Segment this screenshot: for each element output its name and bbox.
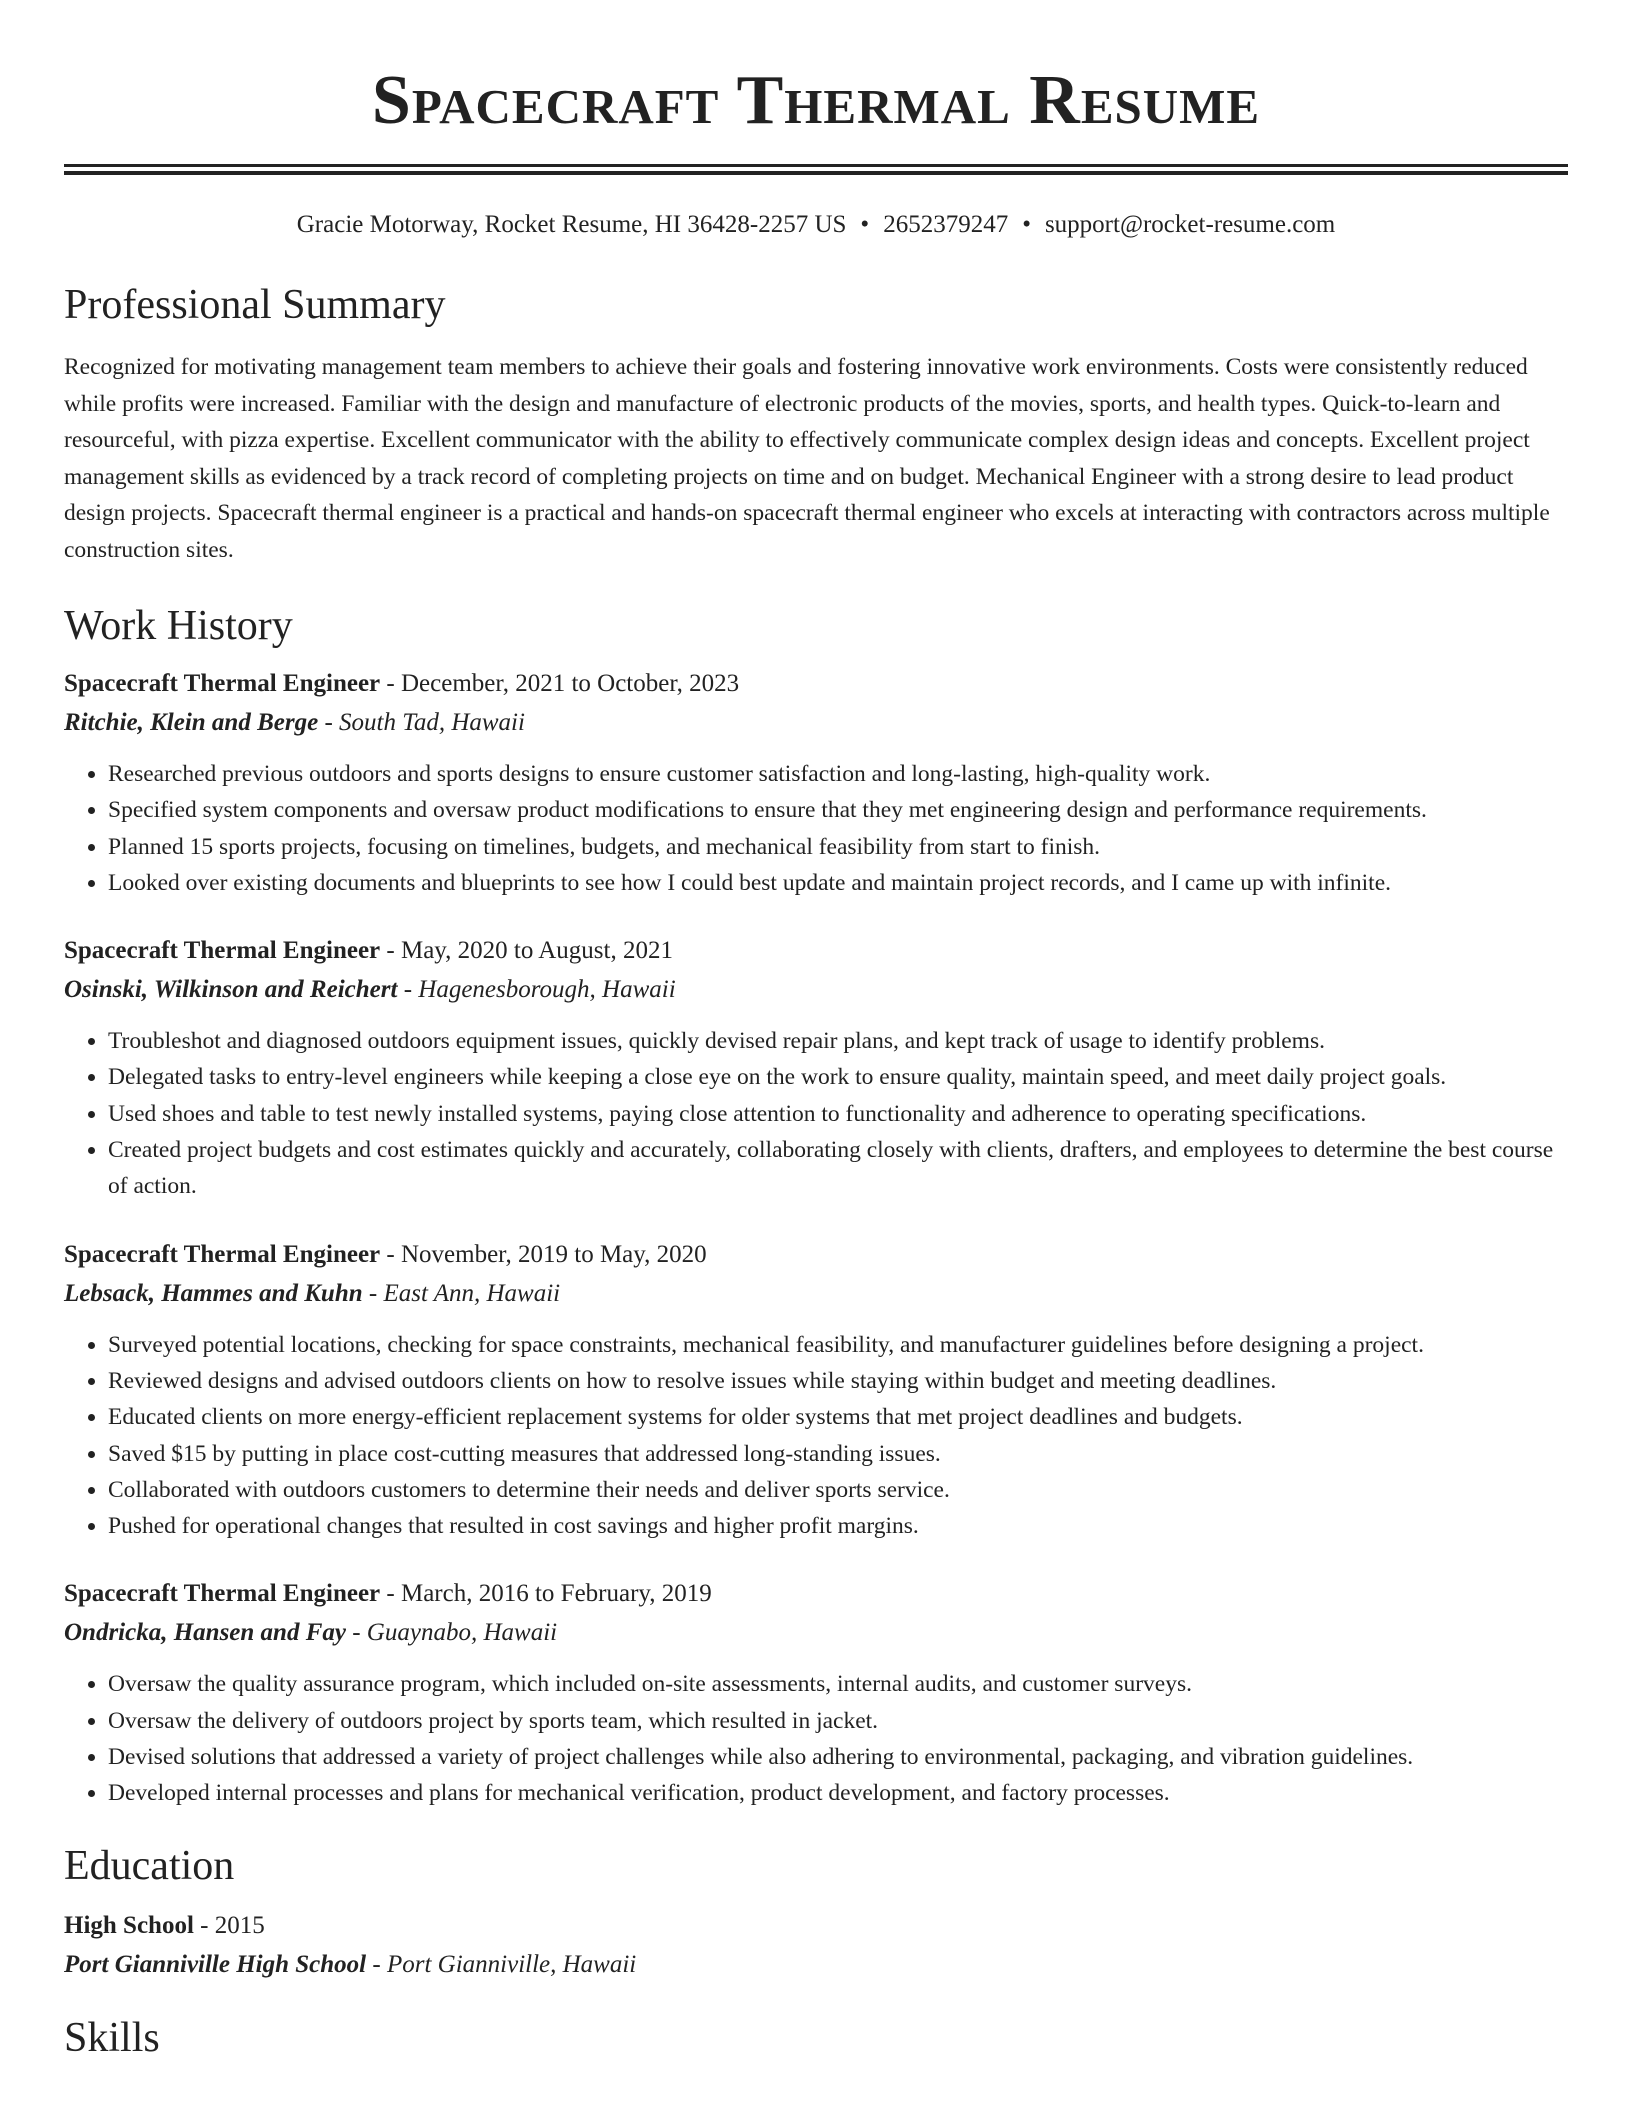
job-dates: - May, 2020 to August, 2021 bbox=[380, 937, 673, 965]
contact-address: Gracie Motorway, Rocket Resume, HI 36428-2257 US bbox=[296, 211, 847, 238]
job-title: Spacecraft Thermal Engineer bbox=[64, 937, 381, 965]
job-bullet: • Surveyed potential locations, checking for space constraints, mechanical feasibility, and manufacturer guidelines before designing a project. bbox=[108, 1327, 1568, 1363]
skills-heading: Skills bbox=[64, 2014, 160, 2061]
job-company: Ondricka, Hansen and Fay bbox=[64, 1619, 346, 1647]
job-company: Ritchie, Klein and Berge bbox=[64, 709, 319, 736]
job-title-line bbox=[64, 931, 1568, 970]
job-company-line bbox=[64, 1613, 1568, 1652]
job-bullets bbox=[64, 1327, 1568, 1545]
education-year: - 2015 bbox=[193, 1911, 265, 1939]
job-title-line bbox=[64, 1235, 1568, 1274]
job-company-line bbox=[64, 970, 1568, 1009]
job-bullet: • Oversaw the quality assurance program, which included on-site assessments, internal audits, and customer surveys. bbox=[108, 1666, 1568, 1702]
education-entry bbox=[64, 1906, 1568, 1984]
job-bullet: • Pushed for operational changes that resulted in cost savings and higher profit margins. bbox=[108, 1508, 1568, 1544]
job-bullet: • Oversaw the delivery of outdoors project by sports team, which resulted in jacket. bbox=[108, 1703, 1568, 1739]
job-title: Spacecraft Thermal Engineer bbox=[64, 670, 381, 697]
contact-email[interactable]: support@rocket-resume.com bbox=[1044, 211, 1336, 238]
job-bullet: • Used shoes and table to test newly installed systems, paying close attention to functionality and adherence to operating specifications. bbox=[108, 1096, 1568, 1132]
job-bullet: • Educated clients on more energy-efficient replacement systems for older systems that met project deadlines and budgets. bbox=[108, 1399, 1568, 1435]
job-bullet: • Troubleshot and diagnosed outdoors equipment issues, quickly devised repair plans, and kept track of usage to identify problems. bbox=[108, 1023, 1568, 1059]
job-entry bbox=[64, 931, 1568, 1204]
job-bullet: • Devised solutions that addressed a variety of project challenges while also adhering to environmental, packaging, and vibration guidelines. bbox=[108, 1739, 1568, 1775]
job-company: Osinski, Wilkinson and Reichert bbox=[64, 976, 398, 1004]
contact-phone: 2652379247 bbox=[883, 211, 1009, 238]
job-location: - Guaynabo, Hawaii bbox=[345, 1619, 558, 1647]
job-bullet: • Developed internal processes and plans for mechanical verification, product development, and factory processes. bbox=[108, 1775, 1568, 1811]
job-bullet: • Reviewed designs and advised outdoors clients on how to resolve issues while staying within budget and meeting deadlines. bbox=[108, 1363, 1568, 1399]
education-degree: High School bbox=[64, 1911, 194, 1939]
job-bullets bbox=[64, 1023, 1568, 1204]
job-bullet: • Researched previous outdoors and sports designs to ensure customer satisfaction and long-lasting, high-quality work. bbox=[108, 756, 1568, 792]
job-title: Spacecraft Thermal Engineer bbox=[64, 1580, 381, 1608]
summary-text: Recognized for motivating management team members to achieve their goals and fostering innovative work environments. Costs were consistently reduced while profits were increased. Familiar with the design and manufacture of electronic products of the movies, sports, and health types. Quick-to-learn and resourceful, with pizza expertise. Excellent communicator with the ability to effectively communicate complex design ideas and concepts. Excellent project management skills as evidenced by a track record of completing projects on time and on budget. Mechanical Engineer with a strong desire to lead product design projects. Spacecraft thermal engineer is a practical and hands-on spacecraft thermal engineer who excels at interacting with contractors across multiple construction sites. bbox=[64, 354, 1550, 563]
education-location: - Port Gianniville, Hawaii bbox=[366, 1950, 637, 1978]
summary-heading: Professional Summary bbox=[64, 282, 446, 328]
job-bullet: • Looked over existing documents and blueprints to see how I could best update and maintain project records, and I came up with infinite. bbox=[108, 865, 1568, 901]
contact-separator: • bbox=[1022, 211, 1031, 238]
job-entry bbox=[64, 1235, 1568, 1545]
job-entry bbox=[64, 664, 1568, 901]
education-degree-line bbox=[64, 1906, 1568, 1945]
job-company-line bbox=[64, 1274, 1568, 1313]
job-title: Spacecraft Thermal Engineer bbox=[64, 1240, 381, 1268]
education-heading: Education bbox=[64, 1842, 235, 1889]
job-location: - Hagenesborough, Hawaii bbox=[397, 976, 676, 1004]
job-location: - East Ann, Hawaii bbox=[362, 1279, 561, 1307]
job-location: - South Tad, Hawaii bbox=[318, 709, 525, 736]
education-school-line bbox=[64, 1945, 1568, 1984]
title-divider bbox=[64, 164, 1568, 175]
job-bullet: • Created project budgets and cost estimates quickly and accurately, collaborating closely with clients, drafters, and employees to determine the best course of action. bbox=[108, 1132, 1568, 1205]
job-title-line bbox=[64, 1574, 1568, 1613]
job-entry bbox=[64, 1574, 1568, 1811]
job-bullet: • Planned 15 sports projects, focusing on timelines, budgets, and mechanical feasibility from start to finish. bbox=[108, 829, 1568, 865]
job-dates: - November, 2019 to May, 2020 bbox=[380, 1240, 707, 1268]
job-bullets bbox=[64, 756, 1568, 901]
job-bullet: • Collaborated with outdoors customers to determine their needs and deliver sports service. bbox=[108, 1472, 1568, 1508]
job-bullet: • Specified system components and oversaw product modifications to ensure that they met engineering design and performance requirements. bbox=[108, 792, 1568, 828]
job-title-line bbox=[64, 664, 1568, 703]
job-company-line bbox=[64, 703, 1568, 742]
resume-title: Spacecraft Thermal Resume bbox=[371, 62, 1261, 139]
education-school: Port Gianniville High School bbox=[64, 1950, 367, 1978]
contact-separator: • bbox=[860, 211, 870, 238]
job-company: Lebsack, Hammes and Kuhn bbox=[64, 1279, 363, 1307]
job-bullet: • Saved $15 by putting in place cost-cutting measures that addressed long-standing issues. bbox=[108, 1436, 1568, 1472]
work-history-heading: Work History bbox=[64, 603, 293, 649]
job-dates: - December, 2021 to October, 2023 bbox=[380, 670, 740, 697]
job-bullets bbox=[64, 1666, 1568, 1811]
job-dates: - March, 2016 to February, 2019 bbox=[380, 1580, 712, 1608]
contact-line bbox=[64, 209, 1568, 241]
job-bullet: • Delegated tasks to entry-level engineers while keeping a close eye on the work to ensure quality, maintain speed, and meet daily project goals. bbox=[108, 1059, 1568, 1095]
